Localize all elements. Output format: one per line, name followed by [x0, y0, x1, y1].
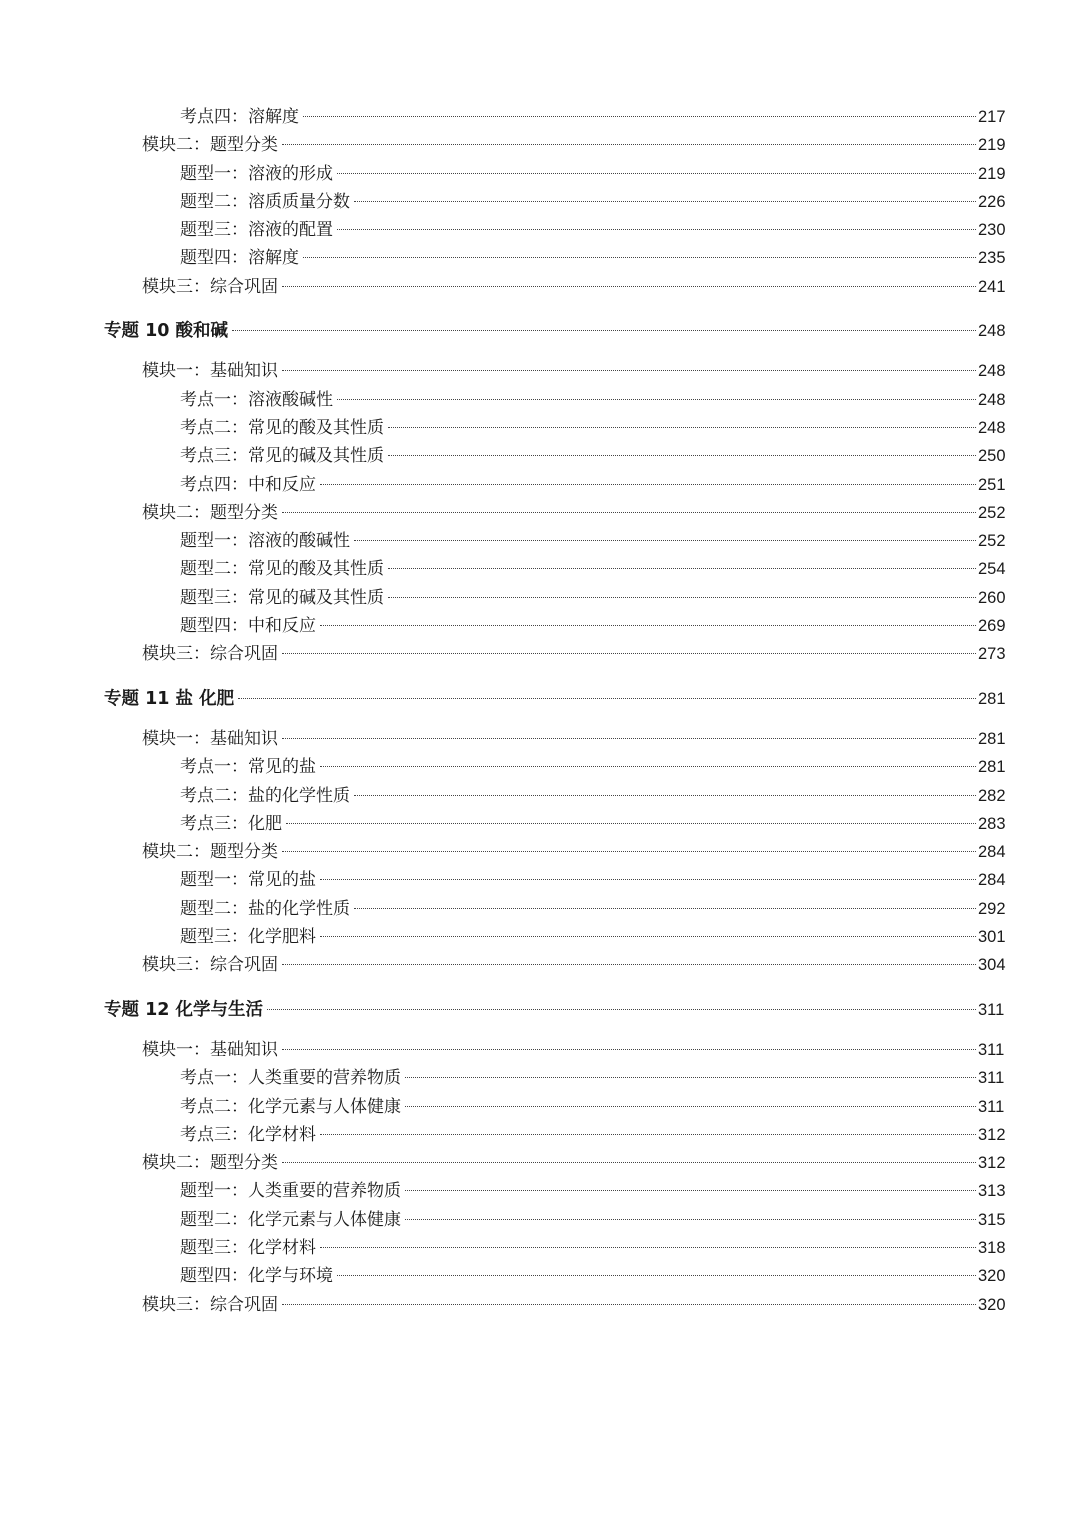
toc-module-entry[interactable] [0, 725, 1080, 753]
toc-dot-leader [282, 285, 976, 287]
toc-page-cell [978, 753, 1080, 781]
toc-topic-entry[interactable] [0, 160, 1080, 188]
toc-page-number: 251 [978, 475, 1006, 494]
toc-dot-leader [354, 200, 976, 202]
toc-dot-leader [282, 1048, 976, 1050]
toc-page-cell [978, 810, 1080, 838]
toc-chapter-entry[interactable] [0, 317, 1080, 345]
table-of-contents [0, 103, 1080, 1319]
toc-page-cell [978, 131, 1080, 159]
toc-topic-entry[interactable] [0, 555, 1080, 583]
toc-page-cell [978, 1149, 1080, 1177]
toc-page-number: 254 [978, 560, 1006, 579]
toc-topic-entry[interactable] [0, 1177, 1080, 1205]
toc-entry-title: 题型三：化学肥料 [180, 927, 316, 948]
toc-page-cell [978, 584, 1080, 612]
toc-module-entry[interactable] [0, 273, 1080, 301]
toc-entry-title: 题型四：中和反应 [180, 616, 316, 637]
toc-entry-title: 模块二：题型分类 [142, 135, 278, 156]
toc-page-number: 273 [978, 645, 1006, 664]
toc-topic-entry[interactable] [0, 866, 1080, 894]
toc-entry-title: 模块一：基础知识 [142, 728, 278, 749]
toc-page-cell [978, 1291, 1080, 1319]
toc-page-number: 235 [978, 249, 1006, 268]
toc-topic-entry[interactable] [0, 1206, 1080, 1234]
toc-dot-leader [388, 426, 976, 428]
toc-page-number: 217 [978, 108, 1006, 126]
toc-chapter-entry[interactable] [0, 996, 1080, 1024]
toc-page-cell [978, 1093, 1080, 1121]
toc-page-cell [978, 1234, 1080, 1262]
toc-page-number: 230 [978, 221, 1006, 240]
toc-dot-leader [337, 228, 976, 230]
toc-topic-entry[interactable] [0, 188, 1080, 216]
toc-entry-title: 模块二：题型分类 [142, 842, 278, 863]
toc-topic-entry[interactable] [0, 584, 1080, 612]
toc-topic-entry[interactable] [0, 527, 1080, 555]
toc-entry-title: 考点一：人类重要的营养物质 [180, 1068, 401, 1089]
toc-page-number: 281 [978, 729, 1006, 748]
toc-page-number: 315 [978, 1210, 1006, 1229]
toc-page-cell [978, 838, 1080, 866]
toc-page-number: 284 [978, 843, 1006, 862]
toc-page-cell [978, 923, 1080, 951]
toc-entry-title: 考点四：中和反应 [180, 474, 316, 495]
toc-entry-title: 专题 11 盐 化肥 [104, 688, 235, 709]
toc-page-number: 320 [978, 1295, 1006, 1314]
toc-dot-leader [282, 511, 976, 513]
toc-dot-leader [354, 539, 976, 541]
toc-page-cell [978, 866, 1080, 894]
toc-page-cell [978, 188, 1080, 216]
toc-page-number: 248 [978, 418, 1006, 437]
toc-dot-leader [286, 822, 976, 824]
toc-page-number: 248 [978, 322, 1006, 341]
toc-page-number: 311 [978, 1097, 1005, 1116]
toc-entry-title: 模块一：基础知识 [142, 1039, 278, 1060]
toc-dot-leader [337, 398, 976, 400]
toc-dot-leader [232, 329, 976, 331]
toc-entry-title: 题型一：溶液的形成 [180, 163, 333, 184]
toc-topic-entry[interactable] [0, 895, 1080, 923]
toc-topic-entry[interactable] [0, 1064, 1080, 1092]
toc-dot-leader [354, 794, 976, 796]
toc-entry-title: 考点一：常见的盐 [180, 757, 316, 778]
toc-page-number: 320 [978, 1267, 1006, 1286]
toc-topic-entry[interactable] [0, 471, 1080, 499]
toc-dot-leader [320, 624, 976, 626]
toc-topic-entry[interactable] [0, 612, 1080, 640]
toc-page-cell [978, 725, 1080, 753]
toc-page-cell [978, 527, 1080, 555]
toc-entry-title: 题型一：常见的盐 [180, 870, 316, 891]
toc-entry-title: 模块二：题型分类 [142, 502, 278, 523]
toc-page-cell [978, 1177, 1080, 1205]
toc-dot-leader [282, 1303, 976, 1305]
toc-module-entry[interactable] [0, 640, 1080, 668]
toc-entry-title: 考点一：溶液酸碱性 [180, 389, 333, 410]
toc-page-cell [978, 1036, 1080, 1064]
toc-page-number: 252 [978, 503, 1006, 522]
toc-dot-leader [282, 369, 976, 371]
toc-dot-leader [282, 652, 976, 654]
toc-entry-title: 模块三：综合巩固 [142, 1294, 278, 1315]
toc-page-cell [978, 1206, 1080, 1234]
toc-page-number: 312 [978, 1125, 1006, 1144]
toc-dot-leader [405, 1189, 976, 1191]
toc-dot-leader [320, 765, 976, 767]
toc-page-number: 311 [978, 1040, 1005, 1059]
toc-page-cell [978, 555, 1080, 583]
toc-dot-leader [388, 596, 976, 598]
toc-page-cell [978, 273, 1080, 301]
toc-entry-title: 考点三：化学材料 [180, 1124, 316, 1145]
toc-page-cell [978, 414, 1080, 442]
toc-entry-title: 题型一：人类重要的营养物质 [180, 1181, 401, 1202]
toc-page-cell [978, 442, 1080, 470]
toc-topic-entry[interactable] [0, 386, 1080, 414]
toc-dot-leader [337, 172, 976, 174]
toc-page-number: 241 [978, 277, 1006, 296]
toc-page-number: 260 [978, 588, 1006, 607]
toc-entry-title: 题型三：常见的碱及其性质 [180, 587, 384, 608]
toc-page-number: 312 [978, 1154, 1006, 1173]
toc-page-number: 248 [978, 390, 1006, 409]
toc-page-number: 304 [978, 956, 1006, 975]
toc-topic-entry[interactable] [0, 414, 1080, 442]
toc-entry-title: 题型二：盐的化学性质 [180, 898, 350, 919]
toc-page-number: 283 [978, 814, 1006, 833]
toc-dot-leader [320, 483, 976, 485]
toc-entry-title: 模块二：题型分类 [142, 1153, 278, 1174]
toc-dot-leader [405, 1218, 976, 1220]
toc-dot-leader [320, 878, 976, 880]
toc-module-entry[interactable] [0, 838, 1080, 866]
toc-topic-entry[interactable] [0, 442, 1080, 470]
toc-dot-leader [405, 1076, 976, 1078]
toc-entry-title: 考点二：常见的酸及其性质 [180, 417, 384, 438]
toc-dot-leader [320, 1246, 976, 1248]
toc-page-cell [978, 1121, 1080, 1149]
toc-entry-title: 题型二：溶质质量分数 [180, 191, 350, 212]
toc-dot-leader [282, 143, 976, 145]
toc-topic-entry[interactable] [0, 810, 1080, 838]
toc-page-number: 281 [978, 758, 1006, 777]
toc-topic-entry[interactable] [0, 1262, 1080, 1290]
toc-entry-title: 专题 10 酸和碱 [104, 321, 229, 342]
toc-topic-entry[interactable] [0, 1093, 1080, 1121]
toc-topic-entry[interactable] [0, 103, 1080, 131]
toc-page-cell [978, 499, 1080, 527]
toc-page-cell [978, 471, 1080, 499]
toc-page-cell [978, 1064, 1080, 1092]
toc-page-number: 284 [978, 871, 1006, 890]
toc-page-cell [978, 357, 1080, 385]
toc-topic-entry[interactable] [0, 753, 1080, 781]
toc-entry-title: 模块三：综合巩固 [142, 644, 278, 665]
toc-entry-title: 考点三：化肥 [180, 813, 282, 834]
toc-topic-entry[interactable] [0, 216, 1080, 244]
toc-page-cell [978, 317, 1080, 345]
toc-page-number: 292 [978, 899, 1006, 918]
toc-entry-title: 考点三：常见的碱及其性质 [180, 446, 384, 467]
toc-entry-title: 考点四：溶解度 [180, 107, 299, 127]
toc-page-number: 252 [978, 532, 1006, 551]
toc-dot-leader [320, 1133, 976, 1135]
toc-dot-leader [282, 737, 976, 739]
toc-module-entry[interactable] [0, 1291, 1080, 1319]
toc-page-number: 250 [978, 447, 1006, 466]
toc-page-cell [978, 951, 1080, 979]
toc-page-cell [978, 612, 1080, 640]
toc-page-number: 301 [978, 928, 1006, 947]
toc-page-cell [978, 996, 1080, 1024]
toc-dot-leader [320, 935, 976, 937]
toc-module-entry[interactable] [0, 357, 1080, 385]
toc-dot-leader [238, 697, 976, 699]
toc-page-cell [978, 386, 1080, 414]
toc-topic-entry[interactable] [0, 1234, 1080, 1262]
toc-dot-leader [303, 115, 976, 117]
toc-page-number: 226 [978, 192, 1006, 211]
toc-entry-title: 题型二：常见的酸及其性质 [180, 559, 384, 580]
toc-module-entry[interactable] [0, 951, 1080, 979]
toc-entry-title: 题型二：化学元素与人体健康 [180, 1209, 401, 1230]
toc-dot-leader [282, 963, 976, 965]
toc-page-cell [978, 103, 1080, 131]
toc-dot-leader [354, 907, 976, 909]
toc-entry-title: 模块一：基础知识 [142, 361, 278, 382]
toc-entry-title: 题型一：溶液的酸碱性 [180, 531, 350, 552]
toc-module-entry[interactable] [0, 131, 1080, 159]
toc-page-cell [978, 640, 1080, 668]
toc-entry-title: 考点二：盐的化学性质 [180, 785, 350, 806]
toc-page-number: 311 [978, 1000, 1005, 1019]
toc-entry-title: 模块三：综合巩固 [142, 276, 278, 297]
toc-entry-title: 题型三：化学材料 [180, 1237, 316, 1258]
toc-page-number: 219 [978, 136, 1006, 155]
toc-entry-title: 考点二：化学元素与人体健康 [180, 1096, 401, 1117]
toc-topic-entry[interactable] [0, 923, 1080, 951]
toc-dot-leader [282, 850, 976, 852]
toc-dot-leader [282, 1161, 976, 1163]
toc-topic-entry[interactable] [0, 782, 1080, 810]
toc-module-entry[interactable] [0, 1036, 1080, 1064]
toc-page-number: 269 [978, 617, 1006, 636]
toc-page-cell [978, 895, 1080, 923]
toc-page-number: 318 [978, 1238, 1006, 1257]
toc-dot-leader [337, 1274, 976, 1276]
toc-page-cell [978, 1262, 1080, 1290]
toc-page-number: 311 [978, 1069, 1005, 1088]
toc-topic-entry[interactable] [0, 244, 1080, 272]
toc-entry-title: 题型三：溶液的配置 [180, 220, 333, 241]
toc-dot-leader [303, 256, 976, 258]
toc-entry-title: 专题 12 化学与生活 [104, 999, 264, 1020]
toc-dot-leader [388, 567, 976, 569]
toc-page-number: 281 [978, 689, 1006, 708]
toc-page-number: 248 [978, 362, 1006, 381]
toc-topic-entry[interactable] [0, 1121, 1080, 1149]
toc-module-entry[interactable] [0, 1149, 1080, 1177]
toc-page-number: 313 [978, 1182, 1006, 1201]
toc-module-entry[interactable] [0, 499, 1080, 527]
toc-dot-leader [405, 1105, 976, 1107]
toc-page-number: 282 [978, 786, 1006, 805]
toc-page-cell [978, 685, 1080, 713]
toc-page-cell [978, 244, 1080, 272]
toc-page-cell [978, 216, 1080, 244]
toc-entry-title: 题型四：溶解度 [180, 248, 299, 269]
toc-entry-title: 模块三：综合巩固 [142, 955, 278, 976]
toc-chapter-entry[interactable] [0, 685, 1080, 713]
toc-dot-leader [267, 1008, 976, 1010]
toc-page-cell [978, 160, 1080, 188]
toc-page-cell [978, 782, 1080, 810]
toc-entry-title: 题型四：化学与环境 [180, 1266, 333, 1287]
toc-dot-leader [388, 454, 976, 456]
toc-page-number: 219 [978, 164, 1006, 183]
